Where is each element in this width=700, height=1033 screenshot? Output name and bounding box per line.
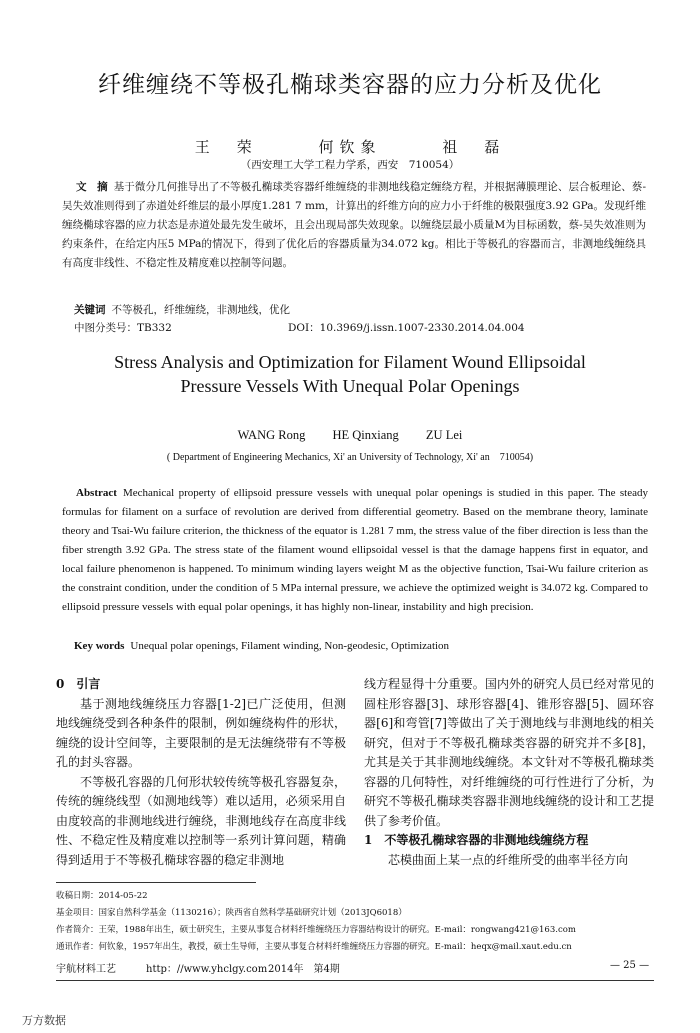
keywords-chinese xyxy=(74,302,290,317)
footer-divider xyxy=(56,980,654,981)
footer-journal: 宇航材料工艺 xyxy=(56,964,116,975)
footnote-received: 收稿日期：2014-05-22 xyxy=(56,891,148,901)
doi[interactable]: DOI：10.3969/j.issn.1007-2330.2014.04.004 xyxy=(288,322,525,334)
footnote-divider xyxy=(56,882,256,883)
title-en-line-1: Stress Analysis and Optimization for Filament Wound Ellipsoidal xyxy=(114,352,586,372)
classification-value: TB332 xyxy=(137,322,172,334)
author-cn-2: 何钦象 xyxy=(318,138,382,156)
section-1-heading: 1 不等极孔椭球容器的非测地线缠绕方程 xyxy=(364,833,589,847)
author-cn-3: 祖 磊 xyxy=(442,138,506,156)
affiliation-chinese: （西安理工大学工程力学系，西安 710054） xyxy=(240,159,460,171)
body-column-right xyxy=(364,675,654,870)
footer-issue: 2014年 第4期 xyxy=(268,964,340,975)
authors-english xyxy=(0,428,700,443)
abstract-en-label: Abstract xyxy=(76,487,117,499)
abstract-cn-text: 基于微分几何推导出了不等极孔椭球类容器纤维缠绕的非测地线稳定缠绕方程，并根据薄膜理论、层合板理论、蔡-吴失效准则得到了赤道处纤维层的最小厚度1.281 7 mm，计算出的纤维方向的应力小于纤维的极限强度3.92 GPa。发现纤维缠绕椭球容器的应力状态是赤道处最先发生破坏，且会出现局部失效现象。以缠绕层最小质量M为目标函数，蔡-吴失效准则为约束条件，在给定内压5 MPa的情况下，得到了优化后的容器质量为34.072 kg。相比于等极孔的容器而言，非测地线缠绕具有高度非线性、不稳定性及精度难以控制等问题。 xyxy=(62,181,647,269)
abstract-en-text: Mechanical property of ellipsoid pressure vessels with unequal polar openings is studied in this paper. The steady formulas for filament on a surface of revolution are derived from differential geometry. Based on the membrane theory, laminate theory and Tsai-Wu failure criterion, the thickness of the equator is 1.281 7 mm, the stress value of the fiber direction is less than the fiber strength 3.92 GPa. The stress state of the filament wound ellipsoidal vessel is that the damage happens first in equator, and local failure phenomenon is happened. To minimum winding layers weight M as the objective function, Tsai-Wu failure criterion as the constraint condition, under the condition of 5 MPa internal pressure, we achieve the optimized weight is 34.072 kg. Compared to ellipsoid pressure vessels with equal polar openings, it has highly non-linear, instability and high precision. xyxy=(62,487,648,613)
wanfang-watermark: 万方数据 xyxy=(22,1014,66,1027)
author-en-2: HE Qinxiang xyxy=(332,428,399,442)
body-paragraph-2: 不等极孔容器的几何形状较传统等极孔容器复杂，传统的缠绕线型（如测地线等）难以适用，必须采用自由度较高的非测地线进行缠绕，非测地线存在高度非线性、不稳定性及精度难以控制等一系列计算问题，精确得到适用于不等极孔椭球容器的稳定非测地 xyxy=(56,774,346,867)
body-paragraph-1: 基于测地线缠绕压力容器[1-2]已广泛使用，但测地线缠绕受到各种条件的限制，例如缠绕构件的形状，缠绕的设计空间等，主要限制的是无法缠绕带有不等极孔的封头容器。 xyxy=(56,696,346,769)
keywords-cn-text: 不等极孔，纤维缠绕，非测地线，优化 xyxy=(111,304,290,316)
footnote-corresponding-author: 通讯作者：何钦象，1957年出生，教授，硕士生导师，主要从事复合材料纤维缠绕压力容器的研究。E-mail：heqx@mail.xaut.edu.cn xyxy=(56,942,572,952)
body-paragraph-3: 线方程显得十分重要。国内外的研究人员已经对常见的圆柱形容器[3]、球形容器[4]、锥形容器[5]、圆环容器[6]和弯管[7]等做出了关于测地线与非测地线的相关研究，但对于不等极孔椭球类容器的研究并不多[8]，尤其是关于其非测地线缠绕。本文针对不等极孔椭球类容器的几何特性，对纤维缠绕的可行性进行了分析，为研究不等极孔椭球类容器非测地线缠绕的设计和工艺提供了参考价值。 xyxy=(364,677,654,828)
classification-label: 中图分类号： xyxy=(74,322,137,334)
title-english xyxy=(0,350,700,398)
section-0-heading: 0 引言 xyxy=(56,677,101,691)
abstract-cn-label: 文 摘 xyxy=(76,181,108,193)
title-en-line-2: Pressure Vessels With Unequal Polar Openings xyxy=(180,376,520,396)
keywords-english xyxy=(74,640,449,652)
keywords-en-label: Key words xyxy=(74,640,125,652)
body-paragraph-4: 芯模曲面上某一点的纤维所受的曲率半径方向 xyxy=(388,852,629,867)
footer-page-number: — 25 — xyxy=(610,960,650,971)
abstract-english xyxy=(62,484,648,617)
authors-chinese xyxy=(0,136,700,157)
footer-url[interactable]: http：//www.yhclgy.com xyxy=(146,964,268,975)
title-chinese: 纤维缠绕不等极孔椭球类容器的应力分析及优化 xyxy=(98,72,602,98)
body-column-left xyxy=(56,675,346,870)
footnote-funding: 基金项目：国家自然科学基金（1130216）；陕西省自然科学基础研究计划（2013JQ6018） xyxy=(56,908,407,918)
abstract-chinese xyxy=(62,178,646,273)
classification-number xyxy=(74,320,172,335)
author-cn-1: 王 荣 xyxy=(194,138,258,156)
author-en-3: ZU Lei xyxy=(425,428,463,442)
footnote-author-bio: 作者简介：王荣，1988年出生，硕士研究生，主要从事复合材料纤维缠绕压力容器结构设计的研究。E-mail：rongwang421@163.com xyxy=(56,925,576,935)
keywords-en-text: Unequal polar openings, Filament winding, Non-geodesic, Optimization xyxy=(130,640,450,652)
keywords-cn-label: 关键词 xyxy=(74,304,106,316)
author-en-1: WANG Rong xyxy=(237,428,306,442)
affiliation-english: ( Department of Engineering Mechanics, Xi' an University of Technology, Xi' an 710054) xyxy=(166,452,534,463)
